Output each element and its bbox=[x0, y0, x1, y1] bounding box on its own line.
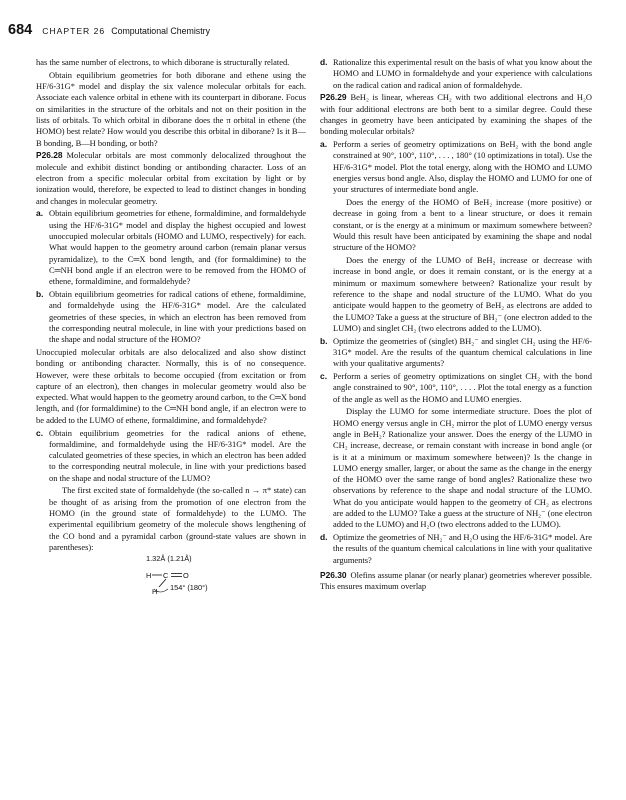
continued-paragraph: has the same number of electrons, to which diborane is structurally related. bbox=[36, 57, 290, 67]
part-label: a. bbox=[320, 139, 328, 150]
problem-part-b bbox=[36, 289, 306, 345]
page-number: 684 bbox=[8, 22, 33, 38]
chapter-number: CHAPTER 26 bbox=[42, 26, 106, 36]
part-text: Perform a series of geometry optimizations on BeH₂ with the bond angle constrained at 90°, 100°, 110°, . . . , 180° (10 optimizations in total). Use the HF/6-31G* model. Plot the total energy, along with the HOMO and LUMO energies versus bond angle. Also, display the HOMO and LUMO for one of your structures of intermediate bond angle. bbox=[333, 139, 592, 195]
atom-c: C bbox=[163, 571, 169, 581]
part-text: Optimize the geometries of NH₂⁻ and H₂O using the HF/6-31G* model. Are the results of the quantum chemical calculations in line with your qualitative arguments? bbox=[333, 532, 592, 565]
part-text-3: Does the energy of the LUMO of BeH₂ increase or decrease with increase in bond angle, or does it remain constant, or is the energy at a minimum or maximum somewhere between? Rationalize your result by reference to the shape and nodal structure of the LUMO. What do you anticipate would happen to the geometry of BeH₂ as electrons are added to the LUMO? Take a guess at the structure of BH₂⁻ (one electron added to the LUMO) and singlet CH₂ (two electrons added to the LUMO). bbox=[333, 255, 592, 333]
problem-part-a bbox=[36, 208, 306, 287]
problem-label: P26.30 bbox=[320, 570, 347, 581]
problem-text: BeH₂ is linear, whereas CH₂ with two additional electrons and H₂O with four additional electrons are both bent to a similar degree. Could these changes in geometry have been anticipated by examining the shapes of the bonding molecular orbitals? bbox=[320, 92, 592, 137]
part-label: d. bbox=[320, 532, 328, 543]
part-text: Obtain equilibrium geometries for radical cations of ethene, formaldimine, and formaldehyde using the HF/6-31G* model. Are the calculated geometries of these species, in which an electron has been removed from the corresponding neutral molecule, in line with your predictions based on the shape and nodal structure of the HOMO? bbox=[49, 288, 306, 345]
continued-paragraph-2: Obtain equilibrium geometries for both diborane and ethene using the HF/6-31G* model and display the six valence molecular orbitals for each. Associate each valence orbital in ethene with its counterpart in diborane. Focus on similarities in the structure of the orbitals and not on their position in the lists of orbitals. To which orbital in diborane does the π orbital in ethene (the HOMO) best relate? How would you describe this orbital in diborane? Is it B—B bonding, B—H bonding, or both? bbox=[36, 69, 306, 148]
right-column bbox=[320, 57, 592, 594]
part-text: Perform a series of geometry optimizations on singlet CH₂ with the bond angle constrained to 90°, 100°, 110°, . . . . Plot the total energy as a function of the angle as well as the HOMO and LUMO energies. bbox=[333, 371, 592, 404]
problem-26-29 bbox=[320, 92, 592, 137]
page-header bbox=[8, 22, 210, 42]
problem-26-28 bbox=[36, 150, 306, 206]
bond-length-label: 1.32Å (1.21Å) bbox=[146, 554, 192, 564]
chapter-title: Computational Chemistry bbox=[111, 26, 210, 36]
part-text-2: Display the LUMO for some intermediate structure. Does the plot of HOMO energy versus angle in CH₂ mirror the plot of LUMO energy versus angle in BeH₂? Rationalize your answer. Does the energy of the LUMO in CH₂ increase, decrease, or remain constant with increase in bond angle (or is it at a minimum or maximum somewhere between)? Is the change in LUMO energy smaller, larger, or about the same as the change in the energy of the HOMO over the same range of bond angles? Rationalize these two observations by reference to the shape and nodal structure of the LUMO. What do you anticipate would happen to the geometry of CH₂ as electrons are added to the LUMO? Take a guess at the structure of NH₂⁻ (one electron added to the LUMO) and H₂O (two electrons added to the LUMO). bbox=[333, 406, 592, 530]
formaldehyde-structure-diagram bbox=[36, 555, 306, 607]
part-text: Obtain equilibrium geometries for ethene, formaldimine, and formaldehyde using the HF/6-31G* model and display the highest occupied and lowest unoccupied molecular orbitals (HOMO and LUMO, respectively) for each. What would happen to the geometry around carbon (remain planar versus pyramidalize), to the C═X bond length, and (for formaldimine) to the C═NH bond angle if an electron were to be removed from the HOMO of ethene, formaldimine, and formaldehyde? bbox=[49, 208, 306, 287]
problem-part-a bbox=[320, 139, 592, 334]
part-label: b. bbox=[320, 335, 328, 346]
part-text: Obtain equilibrium geometries for the radical anions of ethene, formaldimine, and formaldehyde using the HF/6-31G* model. Are the calculated geometries of these species, in which an electron has been added to the corresponding neutral molecule, in line with your predictions based on the shape and nodal structure of the LUMO? bbox=[49, 427, 306, 483]
problem-26-30 bbox=[320, 570, 592, 593]
part-text: Rationalize this experimental result on the basis of what you know about the HOMO and LUMO in formaldehyde and your experience with calculations on the radical cation and radical anion of formaldehyde. bbox=[333, 57, 592, 90]
problem-part-c bbox=[36, 428, 306, 554]
part-text: Optimize the geometries of (singlet) BH₂⁻ and singlet CH₂ using the HF/6-31G* model. Are the results of the quantum chemical calculations in line with your qualitative arguments? bbox=[333, 335, 592, 369]
problem-part-d bbox=[320, 57, 592, 91]
part-label: c. bbox=[320, 371, 328, 382]
problem-part-c bbox=[320, 371, 592, 531]
part-label: d. bbox=[320, 57, 328, 67]
problem-text: Olefins assume planar (or nearly planar) geometries wherever possible. This ensures maximum overlap bbox=[320, 570, 592, 592]
problem-text: Molecular orbitals are most commonly delocalized throughout the molecule and exhibit distinct bonding or antibonding character. Loss of an electron from a specific molecular orbital from excitation by light or by ionization would, therefore, be expected to lead to distinct changes in bonding and changes in molecular geometry. bbox=[36, 150, 306, 206]
part-text-2: Does the energy of the HOMO of BeH₂ increase (more positive) or decrease in going from a bent to a linear structure, or does it remain constant, or is the energy at a minimum or maximum somewhere between? Would this result have been anticipated by examining the shape and nodal structure of the HOMO? bbox=[333, 197, 592, 253]
problem-part-d-2 bbox=[320, 532, 592, 566]
problem-label: P26.29 bbox=[320, 92, 347, 103]
angle-label: 154° (180°) bbox=[170, 583, 208, 593]
part-label: a. bbox=[36, 208, 44, 219]
atom-h1: H bbox=[146, 571, 152, 581]
atom-h2: H bbox=[152, 587, 158, 597]
part-label: b. bbox=[36, 288, 44, 299]
part-text-2: The first excited state of formaldehyde (the so-called n → π* state) can be thought of as arising from the promotion of one electron from the HOMO (in the ground state of formaldehyde) to the LUMO. The experimental equilibrium geometry of the molecule shows lengthening of the CO bond and a pyramidal carbon (ground-state values are shown in parentheses): bbox=[49, 485, 306, 552]
atom-o: O bbox=[183, 571, 189, 581]
problem-label: P26.28 bbox=[36, 150, 63, 161]
problem-part-b bbox=[320, 336, 592, 370]
left-column bbox=[36, 57, 306, 607]
part-label: c. bbox=[36, 427, 44, 438]
interlude-paragraph: Unoccupied molecular orbitals are also delocalized and also show distinct bonding or antibonding character. Normally, this is of no consequence. However, were these orbitals to become occupied (from excitation or from capture of an electron), then changes in molecular geometry would also be expected. What would happen to the geometry around carbon, to the C═X bond length, and (for formaldimine) to the C═NH bond angle, if an electron were to be added to the LUMO of ethene, formaldimine, and formaldehyde? bbox=[36, 346, 306, 425]
